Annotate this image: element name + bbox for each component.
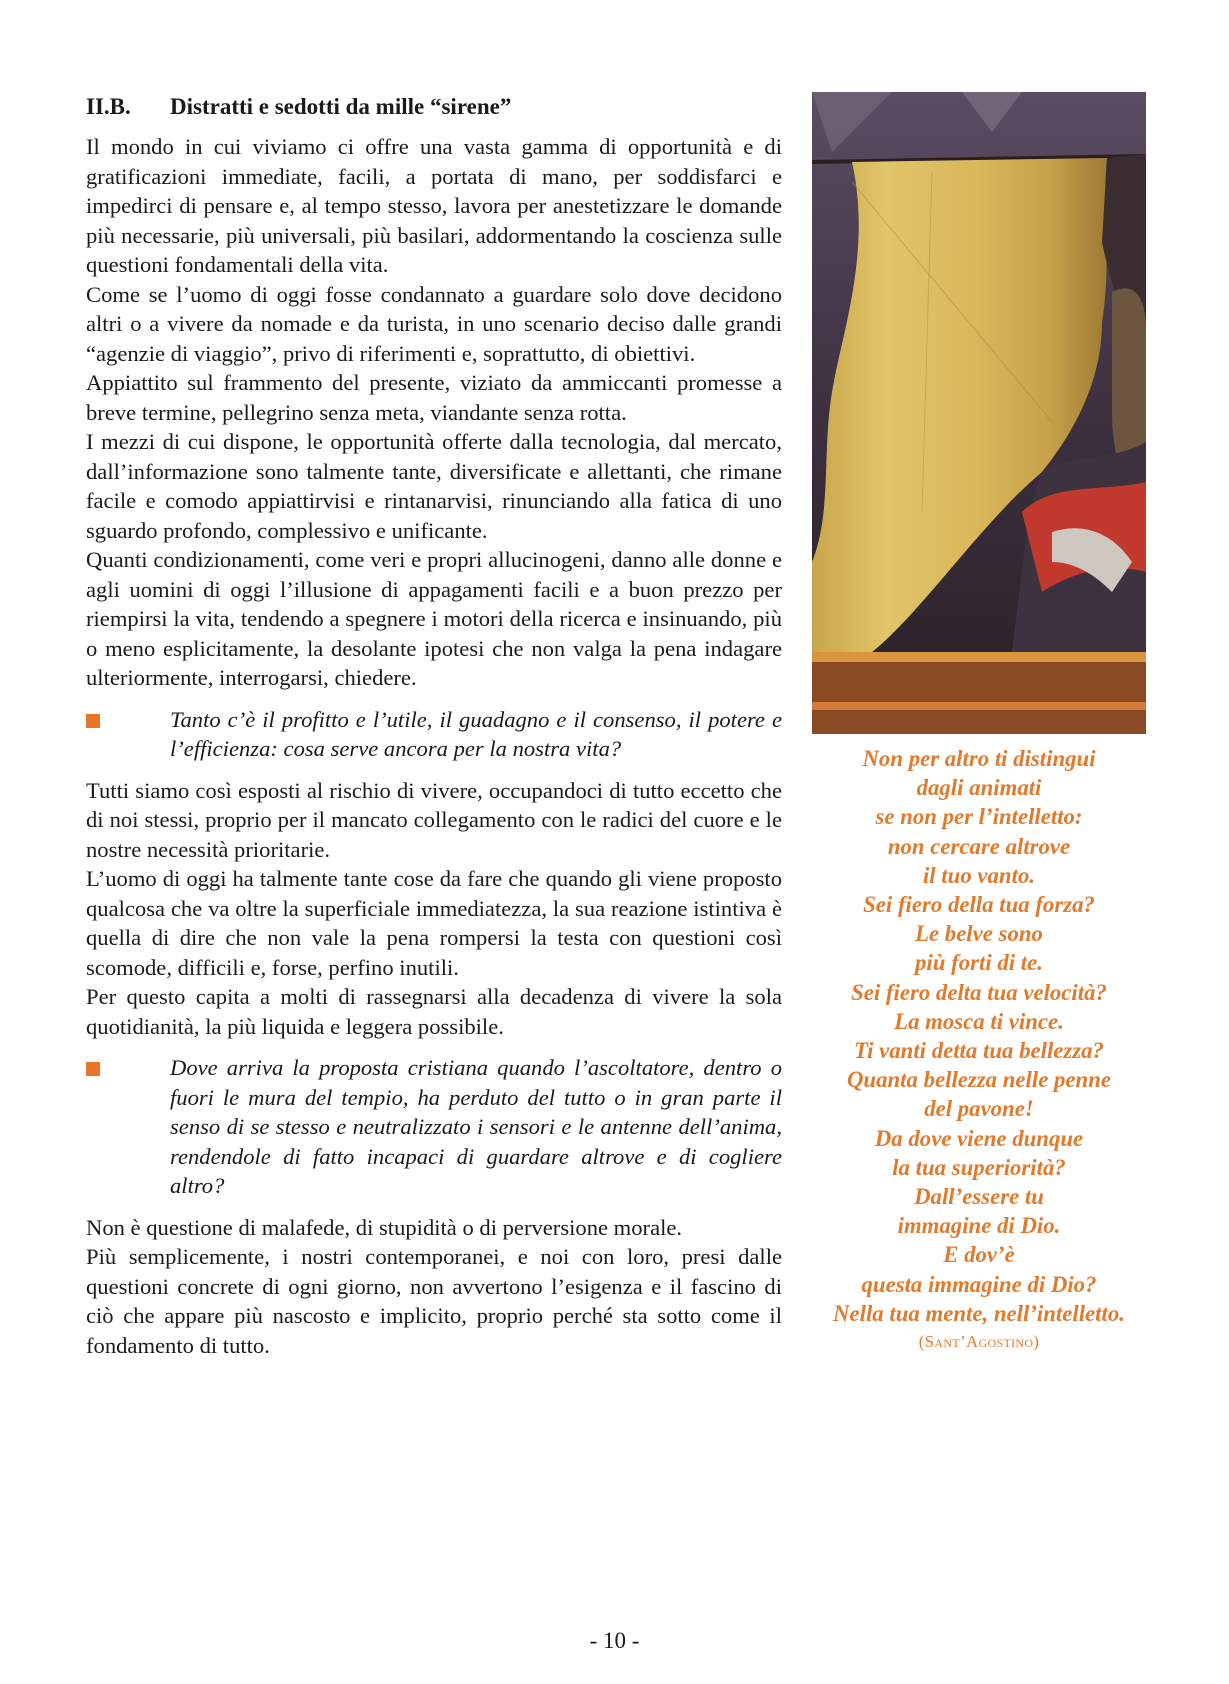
paragraph: Non è questione di malafede, di stupidità o di perversione morale.: [86, 1214, 683, 1240]
poem-line: Da dove viene dunque: [874, 1125, 1084, 1151]
paragraph: I mezzi di cui dispone, le opportunità offerte dalla tecnologia, dal mercato, dall’informazione sono talmente tante, diversificate e allettanti, che rimane facile e comodo appiattirvisi e rintanarvisi, rinunciando alla fatica di uno sguardo profondo, complessivo e unificante.: [86, 429, 782, 543]
poem-author: (Sant’Agostino): [918, 1332, 1040, 1352]
poem-line: questa immagine di Dio?: [861, 1271, 1097, 1297]
poem-line: La mosca ti vince.: [894, 1008, 1064, 1034]
poem-line: non cercare altrove: [887, 833, 1071, 859]
poem-line: il tuo vanto.: [922, 862, 1036, 888]
poem-line: Quanta bellezza nelle penne: [846, 1067, 1112, 1093]
question-text: Tanto c’è il profitto e l’utile, il guadagno e il consenso, il potere e l’efficienza: cosa serve ancora per la nostra vita?: [170, 706, 782, 761]
poem-line: E dov’è: [943, 1242, 1015, 1268]
section-number: II.B.: [86, 94, 131, 119]
page-number: - 10 -: [589, 1628, 640, 1653]
question-text: Dove arriva la proposta cristiana quando l’ascoltatore, dentro o fuori le mura del tempio, ha perduto del tutto o in gran parte il senso di se stesso e neutralizzato i sensori e le antenne dell’anima, rendendole di fatto incapaci di guardare altrove e di cogliere altro?: [170, 1055, 782, 1198]
orange-square-bullet-icon: [86, 1062, 100, 1076]
poem-line: più forti di te.: [915, 950, 1043, 976]
poem-quote: [812, 744, 1146, 1328]
reflection-question: [86, 1053, 782, 1201]
paragraph: Più semplicemente, i nostri contemporanei, e noi con loro, presi dalle questioni concrete di ogni giorno, non avvertono l’esigenza e il fascino di ciò che appare più nascosto e implicito, proprio perché sta sotto come il fondamento di tutto.: [86, 1244, 782, 1358]
reflection-question: [86, 705, 782, 764]
paragraph: Appiattito sul frammento del presente, viziato da ammiccanti promesse a breve termine, pellegrino senza meta, viandante senza rotta.: [86, 370, 782, 425]
poem-line: Sei fiero delta tua velocità?: [851, 979, 1107, 1005]
poem-line: immagine di Dio.: [897, 1213, 1061, 1239]
painting-image: [812, 92, 1146, 734]
section-title: Distratti e sedotti da mille “sirene”: [170, 94, 512, 119]
sidebar: [812, 92, 1146, 1352]
paragraph: L’uomo di oggi ha talmente tante cose da fare che quando gli viene proposto qualcosa che va oltre la superficiale immediatezza, la sua reazione istintiva è quella di dire che non vale la pena rompersi la testa con questioni così scomode, difficili e, forse, perfino inutili.: [86, 866, 782, 980]
section-heading: [86, 92, 782, 122]
poem-line: dagli animati: [916, 775, 1042, 801]
paragraph: Tutti siamo così esposti al rischio di vivere, occupandoci di tutto eccetto che di noi stessi, proprio per il mancato collegamento con le radici del cuore e le nostre necessità prioritarie.: [86, 777, 782, 862]
poem-line: la tua superiorità?: [892, 1154, 1066, 1180]
poem-line: Ti vanti detta tua bellezza?: [854, 1038, 1104, 1064]
poem-line: se non per l’intelletto:: [875, 804, 1083, 830]
poem-line: Dall’essere tu: [914, 1184, 1044, 1210]
paragraph: Il mondo in cui viviamo ci offre una vasta gamma di opportunità e di gratificazioni immediate, facili, a portata di mano, per soddisfarci e impedirci di pensare e, al tempo stesso, lavora per anestetizzare le domande più necessarie, più universali, più basilari, addormentando la coscienza sulle questioni fondamentali della vita.: [86, 134, 782, 277]
paragraph: Per questo capita a molti di rassegnarsi alla decadenza di vivere la sola quotidianità, la più liquida e leggera possibile.: [86, 984, 782, 1039]
paragraph: Quanti condizionamenti, come veri e propri allucinogeni, danno alle donne e agli uomini di oggi l’illusione di appagamenti facili e a buon prezzo per riempirsi la vita, tendendo a spegnere i motori della ricerca e insinuando, più o meno esplicitamente, la desolante ipotesi che non valga la pena indagare ulteriormente, interrogarsi, chiedere.: [86, 547, 782, 690]
poem-line: Non per altro ti distingui: [862, 746, 1096, 771]
poem-line: del pavone!: [924, 1096, 1034, 1122]
paragraph: Come se l’uomo di oggi fosse condannato a guardare solo dove decidono altri o a vivere da nomade e da turista, in uno scenario deciso dalle grandi “agenzie di viaggio”, privo di riferimenti e, soprattutto, di obiettivi.: [86, 281, 782, 366]
poem-line: Sei fiero della tua forza?: [863, 892, 1095, 918]
poem-line: Le belve sono: [915, 921, 1043, 947]
orange-square-bullet-icon: [86, 714, 100, 728]
poem-line: Nella tua mente, nell’intelletto.: [833, 1300, 1125, 1326]
main-column: [86, 92, 782, 1360]
